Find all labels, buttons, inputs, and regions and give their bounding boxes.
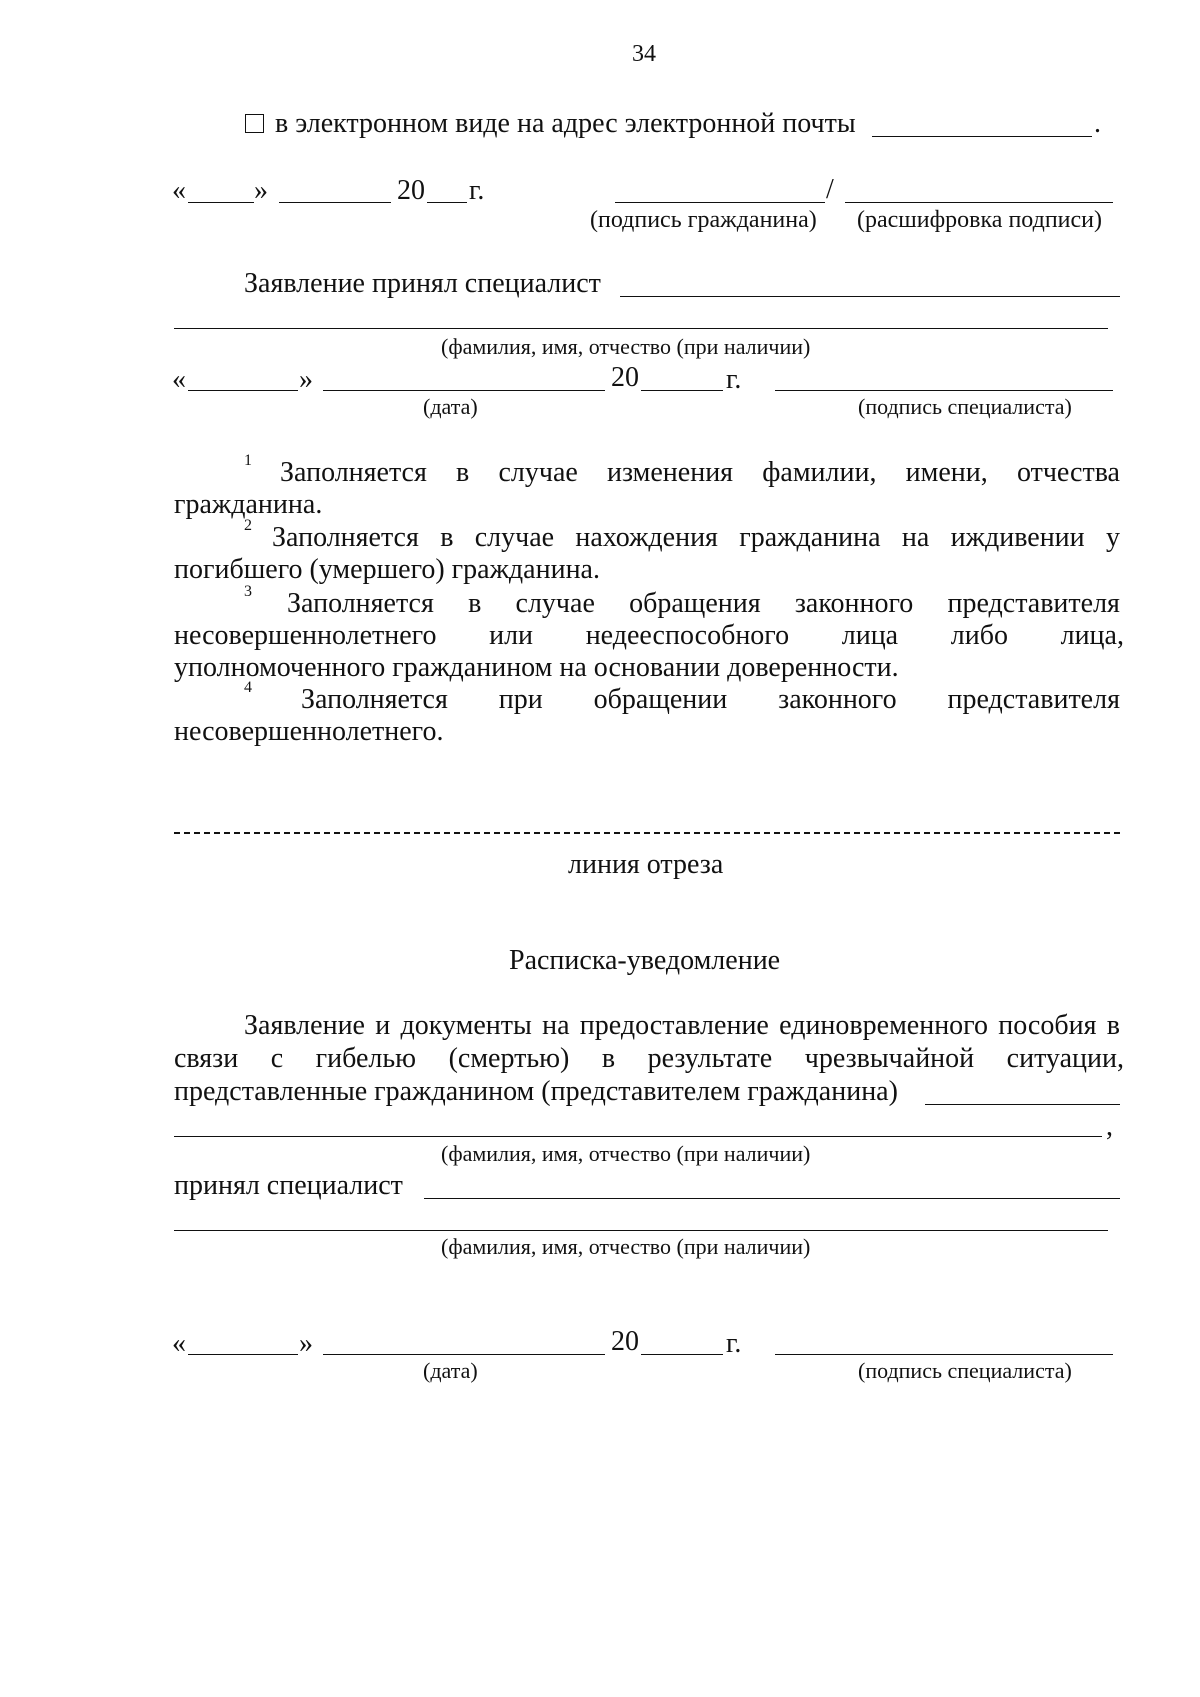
cut-line-label: линия отреза (568, 849, 724, 880)
footnote-3-line-1: Заполняется в случае обращения законного представителя (287, 588, 1120, 619)
email-option-end: . (1094, 108, 1101, 139)
year-line[interactable] (427, 202, 467, 203)
footnote-4-mark: 4 (244, 679, 252, 696)
received-date-caption: (дата) (423, 394, 478, 419)
citizen-signature-line[interactable] (615, 202, 825, 203)
received-signature-line[interactable] (775, 390, 1113, 391)
footnote-1-line-1: Заполняется в случае изменения фамилии, имени, отчества (280, 457, 1120, 488)
receipt-date-quote-open: « (172, 1328, 186, 1359)
date-month-line[interactable] (279, 202, 391, 203)
receipt-month-line[interactable] (323, 1354, 605, 1355)
receipt-year-suffix: г. (726, 1328, 742, 1359)
email-option-label: в электронном виде на адрес электронной почты (275, 108, 856, 139)
specialist-fio-caption: (фамилия, имя, отчество (при наличии) (441, 334, 811, 359)
representative-fio-caption: (фамилия, имя, отчество (при наличии) (441, 1141, 811, 1166)
receipt-comma: , (1106, 1111, 1113, 1142)
year-prefix: 20 (397, 175, 425, 206)
representative-name-line[interactable] (925, 1104, 1120, 1105)
signature-slash: / (826, 174, 834, 205)
citizen-decoding-caption: (расшифровка подписи) (857, 207, 1102, 233)
date-day-line[interactable] (188, 202, 254, 203)
receipt-line-3: представленные гражданином (представителем гражданина) (174, 1076, 898, 1107)
receipt-title: Расписка-уведомление (509, 945, 781, 976)
page-number: 34 (632, 41, 656, 67)
footnote-4-line-2: несовершеннолетнего. (174, 716, 444, 747)
footnote-2-line-1: Заполняется в случае нахождения гражданина на иждивении у (272, 522, 1120, 553)
accepting-specialist-line[interactable] (424, 1198, 1120, 1199)
receipt-date-caption: (дата) (423, 1358, 478, 1383)
received-signature-caption: (подпись специалиста) (858, 394, 1072, 419)
cut-line (174, 832, 1120, 834)
receipt-line-2: связи с гибелью (смертью) в результате чрезвычайной ситуации, (174, 1043, 1124, 1074)
email-option-checkbox[interactable] (245, 114, 264, 133)
received-date-quote-open: « (172, 364, 186, 395)
footnote-4-line-1: Заполняется при обращении законного представителя (301, 684, 1120, 715)
receipt-signature-line[interactable] (775, 1354, 1113, 1355)
specialist-name-line-2[interactable] (174, 328, 1108, 329)
citizen-signature-caption: (подпись гражданина) (590, 207, 817, 233)
footnote-3-line-3: уполномоченного гражданином на основании доверенности. (174, 652, 899, 683)
footnote-1-line-2: гражданина. (174, 489, 323, 520)
received-by-label: Заявление принял специалист (244, 268, 601, 299)
date-quote-open: « (172, 175, 186, 206)
email-address-line[interactable] (872, 136, 1092, 137)
received-month-line[interactable] (323, 390, 605, 391)
date-quote-close: » (254, 175, 268, 206)
received-year-prefix: 20 (611, 362, 639, 393)
receipt-year-line[interactable] (641, 1354, 723, 1355)
accepting-specialist-fio-caption: (фамилия, имя, отчество (при наличии) (441, 1234, 811, 1259)
received-year-suffix: г. (726, 364, 742, 395)
accepting-specialist-line-2[interactable] (174, 1230, 1108, 1231)
received-day-line[interactable] (188, 390, 298, 391)
year-suffix: г. (469, 175, 485, 206)
receipt-date-quote-close: » (299, 1328, 313, 1359)
citizen-decoding-line[interactable] (845, 202, 1113, 203)
specialist-name-line[interactable] (620, 296, 1120, 297)
receipt-year-prefix: 20 (611, 1326, 639, 1357)
footnote-3-mark: 3 (244, 583, 252, 600)
footnote-3-line-2: несовершеннолетнего или недееспособного лица либо лица, (174, 620, 1124, 651)
representative-name-line-2[interactable] (174, 1136, 1102, 1137)
footnote-2-line-2: погибшего (умершего) гражданина. (174, 554, 600, 585)
accepted-by-label: принял специалист (174, 1170, 403, 1201)
receipt-signature-caption: (подпись специалиста) (858, 1358, 1072, 1383)
received-date-quote-close: » (299, 364, 313, 395)
received-year-line[interactable] (641, 390, 723, 391)
receipt-line-1: Заявление и документы на предоставление единовременного пособия в (244, 1010, 1120, 1041)
footnote-1-mark: 1 (244, 452, 252, 469)
footnote-2-mark: 2 (244, 517, 252, 534)
receipt-day-line[interactable] (188, 1354, 298, 1355)
